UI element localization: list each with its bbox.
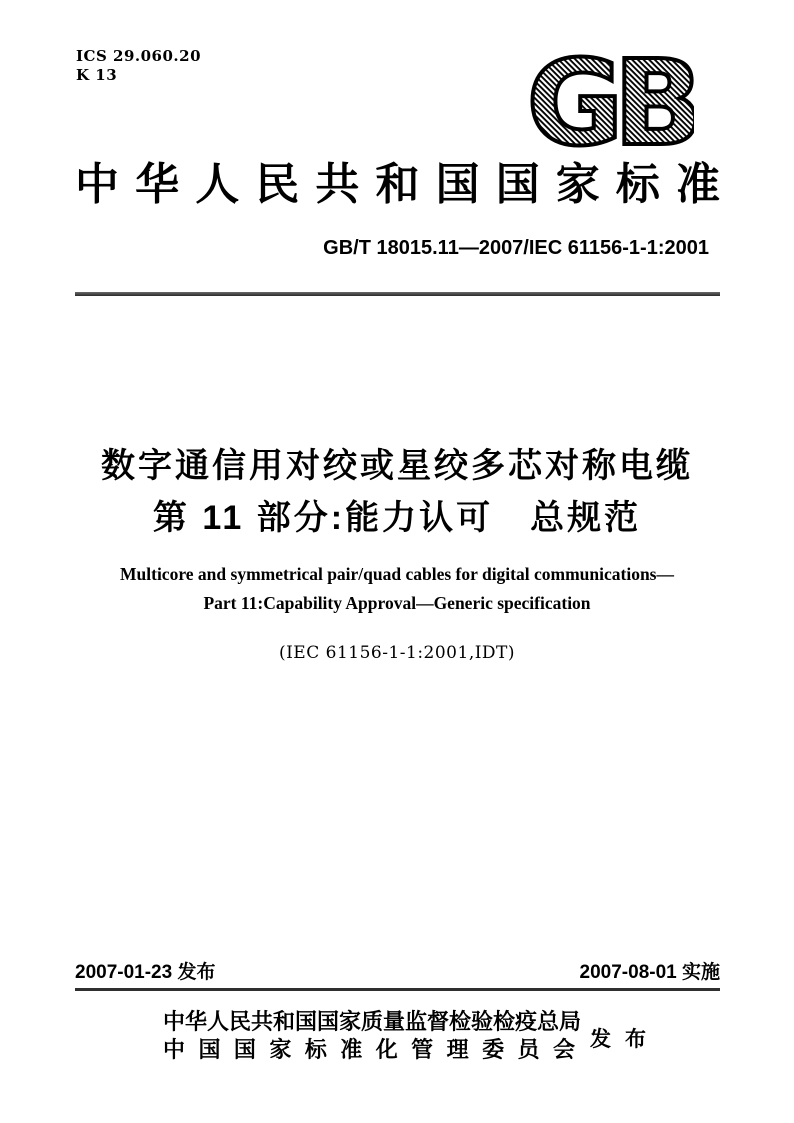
iec-reference: (IEC 61156-1-1:2001,IDT)	[278, 643, 516, 663]
gb-logo-text: GB	[526, 52, 694, 150]
top-divider	[75, 292, 720, 296]
title-cn-line2: 第 11 部分:能力认可 总规范	[152, 499, 642, 537]
issuer-line2: 中国国家标准化管理委员会	[163, 1037, 575, 1062]
issuer-block	[163, 1008, 582, 1064]
classification-block	[76, 47, 201, 85]
title-cn-line1: 数字通信用对绞或星绞多芯对称电缆	[101, 447, 693, 485]
implementation-date: 2007-08-01 实施	[579, 962, 720, 983]
publish-label: 发布	[590, 1027, 660, 1051]
ics-code: ICS 29.060.20	[76, 47, 202, 65]
gb-logo-graphic	[524, 52, 694, 150]
issuer-line1: 中华人民共和国国家质量监督检验检疫总局	[163, 1009, 582, 1034]
doc-class-code: K 13	[76, 66, 118, 84]
title-en-line1: Multicore and symmetrical pair/quad cables for digital communications—	[120, 564, 674, 584]
title-chinese	[0, 440, 794, 544]
title-english	[0, 560, 794, 618]
dates-row	[75, 957, 720, 984]
national-standard-heading: 中华人民共和国国家标准	[75, 160, 720, 209]
gb-logo	[524, 52, 694, 150]
bottom-divider	[75, 988, 720, 991]
title-en-line2: Part 11:Capability Approval—Generic specification	[203, 593, 591, 613]
issue-date: 2007-01-23 发布	[75, 962, 216, 983]
standard-number: GB/T 18015.11—2007/IEC 61156-1-1:2001	[323, 237, 709, 259]
